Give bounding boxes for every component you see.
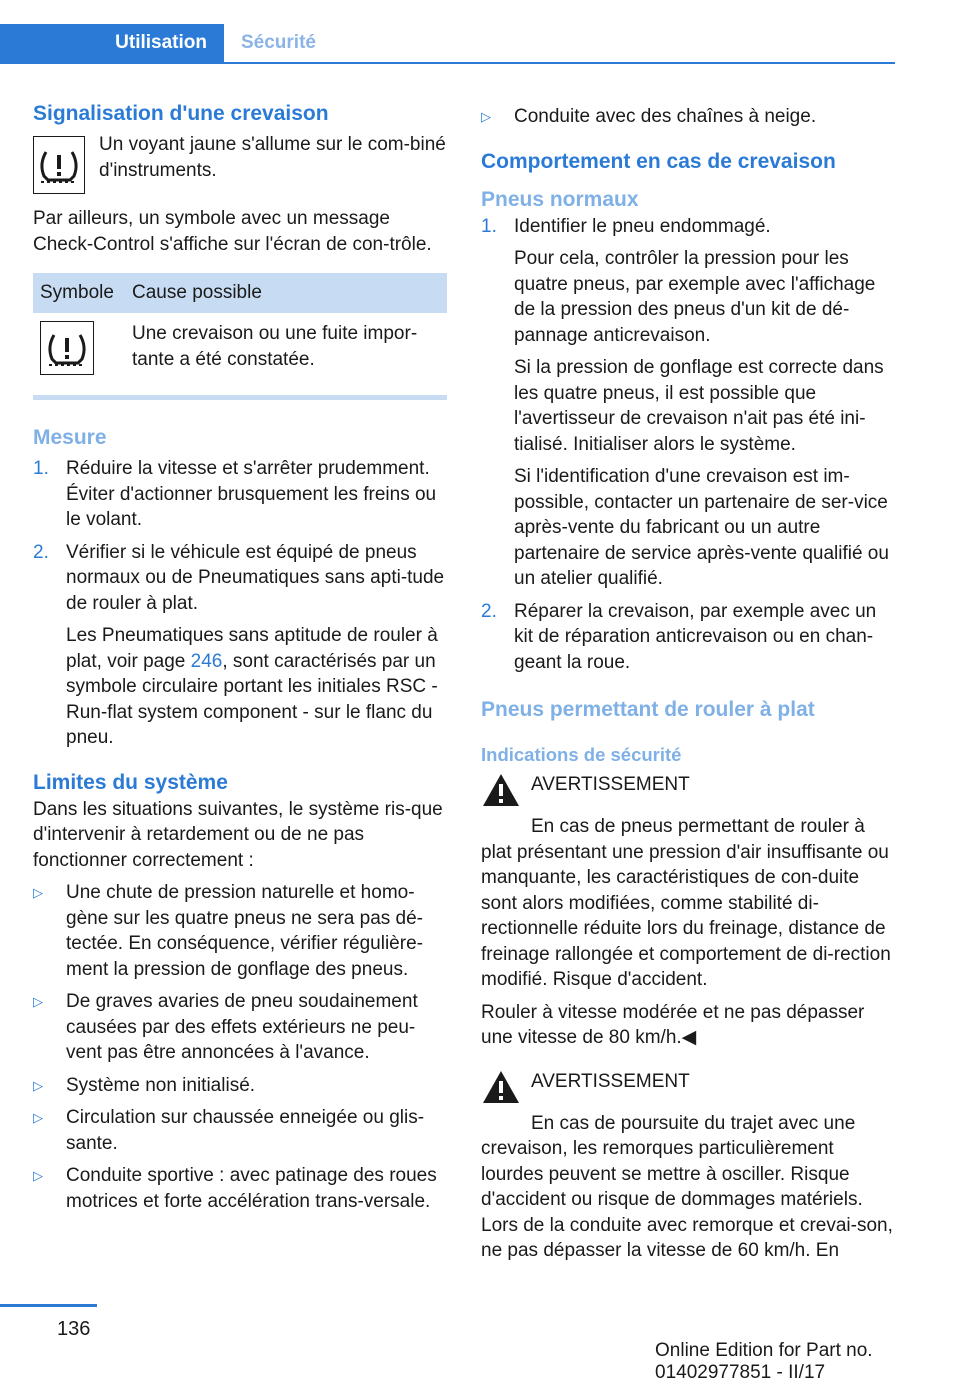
tire-pressure-warning-icon <box>33 136 85 194</box>
list-item <box>33 1105 447 1156</box>
triangle-bullet-icon: ▷ <box>33 1168 43 1183</box>
warning-block-1 <box>481 772 893 1051</box>
section-tabs <box>0 24 895 64</box>
triangle-bullet-icon: ▷ <box>33 885 43 900</box>
table-cell-symbol <box>33 313 125 395</box>
step-paragraph: Si l'identification d'une crevaison est im‐possible, contacter un partenaire de ser‐vice après-vente du fabricant ou un autre partenaire de service après-vente qualifié ou un atelier qualifié. <box>514 466 889 589</box>
triangle-bullet-icon: ▷ <box>33 994 43 1009</box>
warning-text: En cas de pneus permettant de rouler à plat présentant une pression d'air insuffisante ou manquante, les caractéristiques de con‐duite sont alors modifiées, comme stabilité di‐rectionnelle réduite lors du freinage, distance de freinage rallongée et comportement de di‐rection modifié. Risque d'accident. <box>481 816 891 990</box>
section-title-signalisation: Signalisation d'une crevaison <box>33 102 329 125</box>
step-note-text-2: , sont caractérisés par un symbole circulaire portant les initiales RSC - Run-flat system component - sur le flanc du pneu. <box>66 650 438 748</box>
table-header-cause: Cause possible <box>125 273 447 313</box>
left-column <box>33 100 447 1214</box>
triangle-bullet-icon: ▷ <box>481 109 491 124</box>
section-title-mesure: Mesure <box>33 426 107 449</box>
step-note-text: Les Pneumatiques sans aptitude de rouler à plat, voir page <box>66 625 438 672</box>
list-item <box>481 599 893 676</box>
triangle-bullet-icon: ▷ <box>33 1077 43 1093</box>
intro-text-1: Un voyant jaune s'allume sur le com‐biné d'instruments. <box>99 134 446 181</box>
intro-text-2: Par ailleurs, un symbole avec un message Check-Control s'affiche sur l'écran de con‐trôle. <box>33 208 432 255</box>
tire-pressure-warning-icon <box>40 321 94 375</box>
list-item <box>481 214 893 592</box>
step-paragraph: Pour cela, contrôler la pression pour les quatre pneus, par exemple avec l'affichage de la pression des pneus d'un kit de dé‐pannage anticrevaison. <box>514 248 876 346</box>
list-item <box>33 989 447 1066</box>
bullet-text: De graves avaries de pneu soudainement causées par des effets extérieurs ne peu‐vent pas être annoncées à l'avance. <box>66 991 418 1063</box>
step-number: 1. <box>481 215 497 237</box>
warning-block-2 <box>481 1069 893 1264</box>
right-column <box>481 100 893 1264</box>
step-note <box>66 623 447 751</box>
warning-triangle-icon <box>481 1069 521 1105</box>
table-cell-cause: Une crevaison ou une fuite impor‐tante a été constatée. <box>132 323 418 370</box>
list-item <box>481 104 893 130</box>
warning-text: En cas de poursuite du trajet avec une crevaison, les remorques particulièrement lourdes peuvent se mettre à osciller. Risque d'accident ou risque de dommages matériels. Lors de la conduite avec remorque et crevai‐son, ne pas dépasser la vitesse de 60 km/h. En <box>481 1112 893 1261</box>
list-item <box>33 1163 447 1214</box>
warning-extra: Rouler à vitesse modérée et ne pas dépasser une vitesse de 80 km/h.◀ <box>481 1001 865 1048</box>
warning-triangle-icon <box>481 772 521 808</box>
bullet-text: Une chute de pression naturelle et homo‐gène sur les quatre pneus ne sera pas dé‐tectée. En conséquence, vérifier régulière‐ment la pression de gonflage des pneus. <box>66 882 424 980</box>
step-text: Réduire la vitesse et s'arrêter prudemment. Éviter d'actionner brusquement les freins ou le volant. <box>66 458 437 530</box>
table-header-symbol: Symbole <box>33 273 125 313</box>
table-separator <box>33 395 447 400</box>
limites-intro: Dans les situations suivantes, le système ris‐que d'intervenir à retardement ou de ne pas fonctionner correctement : <box>33 798 443 871</box>
tab-utilisation[interactable]: Utilisation <box>0 24 224 62</box>
step-text: Identifier le pneu endommagé. <box>514 215 771 237</box>
step-paragraph: Si la pression de gonflage est correcte dans les quatre pneus, il est possible que l'avertisseur de crevaison n'ait pas été ini‐tialisé. Initialiser alors le système. <box>514 357 884 455</box>
list-item <box>33 1073 447 1099</box>
page-number: 136 <box>57 1318 91 1340</box>
step-number: 1. <box>33 458 49 479</box>
list-item <box>33 456 447 533</box>
page-link[interactable]: 246 <box>190 650 223 672</box>
intro-warning-row <box>33 132 447 194</box>
subsection-title-pneus-normaux: Pneus normaux <box>481 187 639 211</box>
list-item <box>33 540 447 751</box>
subsection-title-securite: Indications de sécurité <box>481 744 682 765</box>
bullet-text: Système non initialisé. <box>66 1074 256 1096</box>
bullet-text: Conduite avec des chaînes à neige. <box>514 106 817 127</box>
footer-rule <box>0 1304 97 1307</box>
section-title-limites: Limites du système <box>33 770 228 794</box>
bullet-text: Conduite sportive : avec patinage des roues motrices et forte accélération trans‐versale. <box>66 1165 437 1212</box>
symbol-table <box>33 273 447 395</box>
section-title-comportement: Comportement en cas de crevaison <box>481 149 836 173</box>
warning-label: AVERTISSEMENT <box>531 1070 690 1092</box>
tab-securite[interactable]: Sécurité <box>241 32 316 53</box>
step-number: 2. <box>481 600 497 622</box>
subsection-title-runflat: Pneus permettant de rouler à plat <box>481 698 815 721</box>
triangle-bullet-icon: ▷ <box>33 1110 43 1125</box>
bullet-text: Circulation sur chaussée enneigée ou glis‐sante. <box>66 1107 425 1154</box>
warning-label: AVERTISSEMENT <box>531 774 690 795</box>
step-number: 2. <box>33 541 49 563</box>
footer-edition: Online Edition for Part no. 01402977851 - II/17 <box>655 1340 873 1383</box>
step-text: Réparer la crevaison, par exemple avec un kit de réparation anticrevaison ou en chan‐geant la roue. <box>514 600 877 673</box>
step-text: Vérifier si le véhicule est équipé de pneus normaux ou de Pneumatiques sans apti‐tude de rouler à plat. <box>66 541 445 614</box>
list-item <box>33 880 447 982</box>
